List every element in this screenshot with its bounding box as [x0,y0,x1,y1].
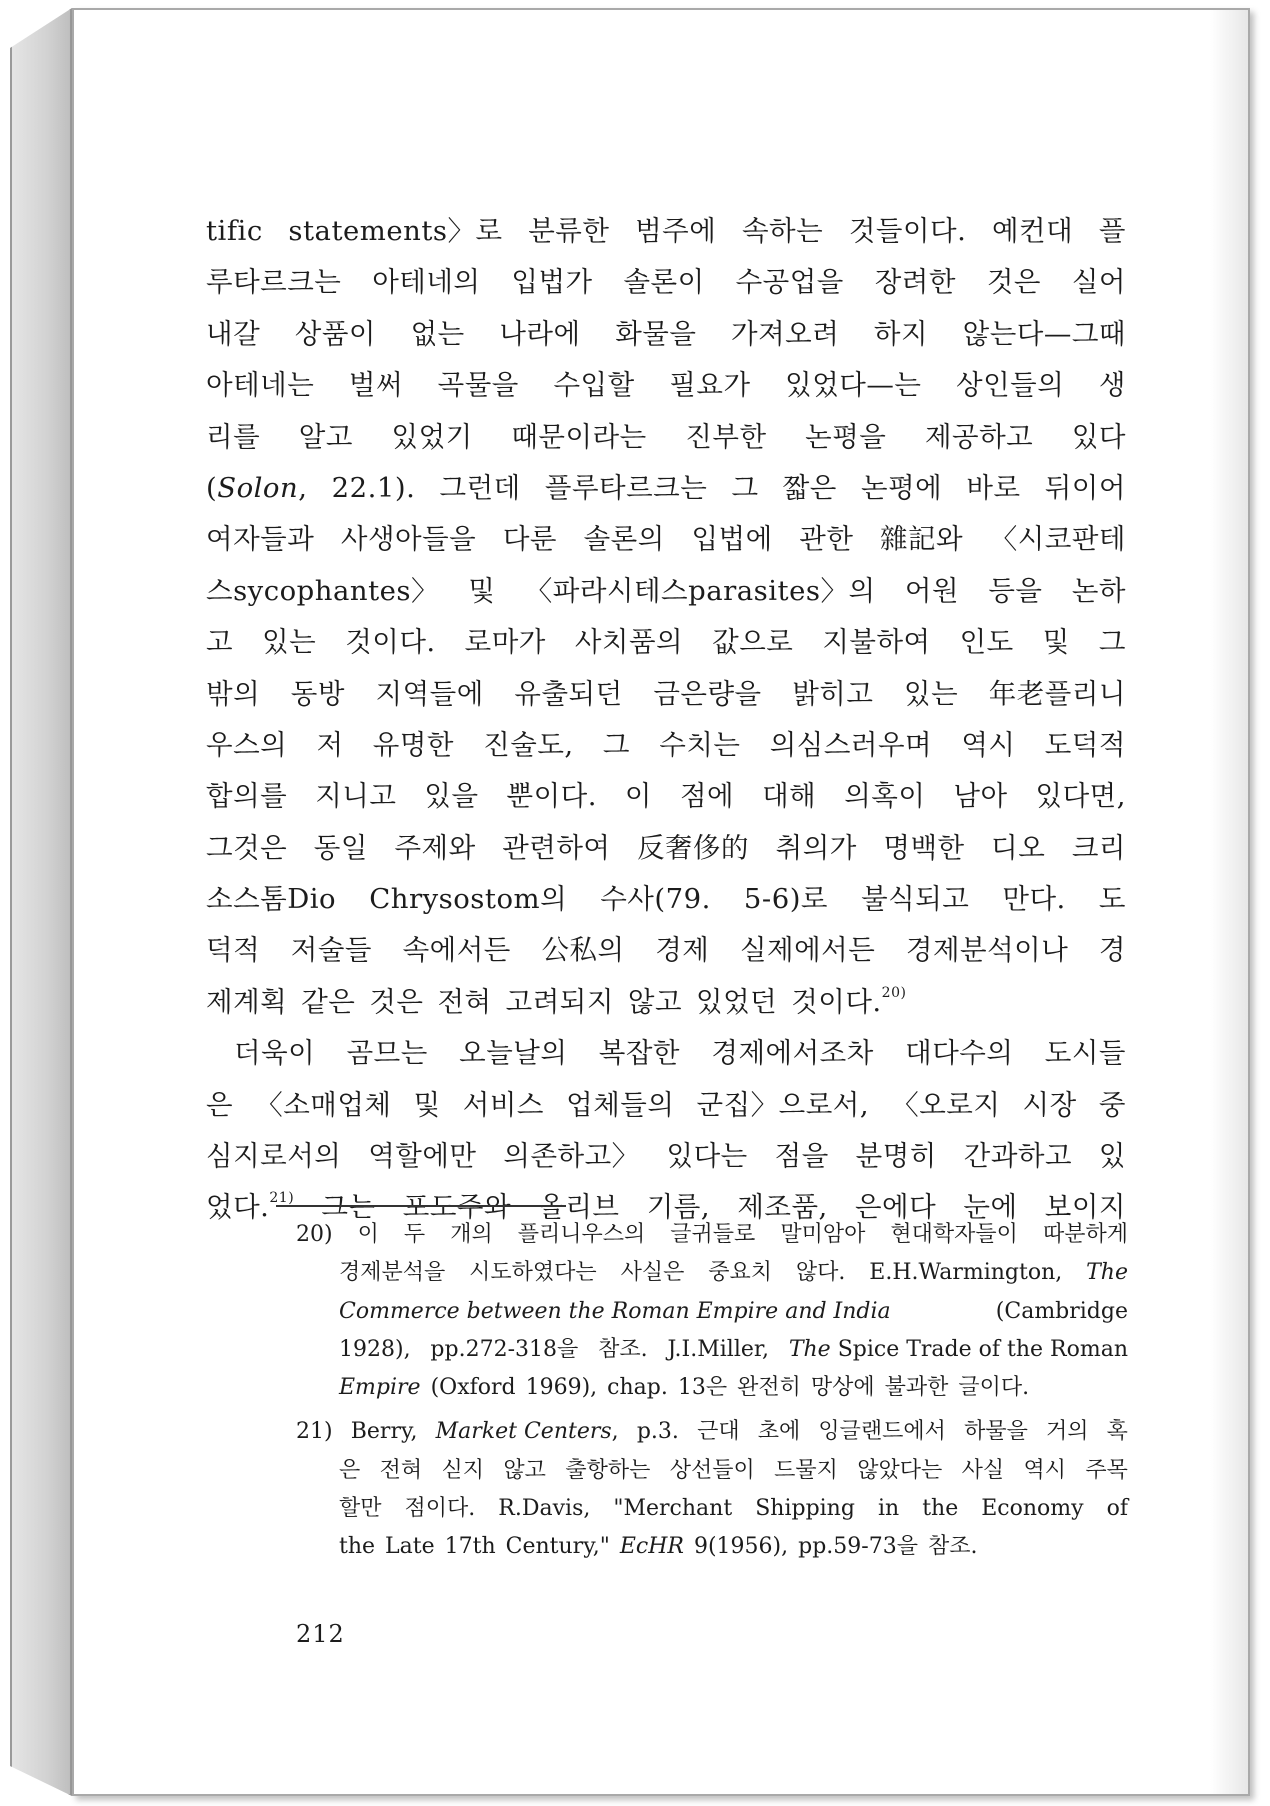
word: 20) [296,1222,333,1247]
word: 더욱이 [234,1037,316,1070]
word: 9(1956), [693,1534,789,1560]
word: 내갈 [206,317,261,350]
word: 아테네는 [206,369,315,402]
word: 있다는 [666,1140,748,1173]
word: 개의 [450,1222,493,1247]
word: 예컨대 [991,215,1074,247]
word: 관한 [799,523,854,556]
word: 지역들에 [375,677,484,710]
word: R.Davis, [498,1496,591,1522]
word: 었다.$^{21)}$ [206,1190,295,1224]
footnotes [296,1216,1128,1567]
word: 역시 [1023,1457,1067,1483]
word: 중 [1098,1088,1126,1121]
word: 싣지 [441,1457,485,1483]
word: 오늘날의 [459,1037,568,1070]
word: 의존하고〉 [503,1140,640,1173]
word: 있다 [1071,420,1126,453]
word: 고려되지 [505,985,614,1018]
word: 여자들과 [206,523,315,556]
word: 완전히 [737,1375,801,1401]
body-line [206,925,1126,976]
word: 사실 [961,1457,1005,1483]
word: 리를 [206,420,261,453]
word: the [922,1496,959,1522]
word: Market Centers, [435,1419,619,1445]
word: 벌써 [348,369,404,402]
word: 동일 [313,831,368,864]
word: 지불하여 [822,626,931,659]
word: 22.1). [331,471,416,504]
word: 때문이라는 [511,420,647,453]
word: 저 [316,728,344,761]
word: 루타르크는 [206,266,342,299]
word: 그런데 [439,471,521,504]
word: 사실은 [620,1260,685,1286]
word: 스sycophantes〉 [206,574,440,607]
word: 은 [206,1088,234,1121]
word: 의심스러우며 [769,728,933,761]
body-line [206,771,1126,822]
word: 아테네의 [372,266,481,299]
word: 소스톰Dio [206,883,337,916]
word: 경 [1098,934,1126,967]
word: 대다수의 [905,1037,1014,1070]
word: 포도주와 [402,1191,512,1224]
word: 글귀들로 [670,1222,756,1247]
word: 시장 [1022,1088,1077,1121]
word: 서비스 [462,1088,544,1121]
word: 그 [731,471,759,504]
word: 상선들이 [669,1457,755,1483]
word: 우스의 [206,728,288,761]
body-line [206,669,1126,720]
footnote-21-line [296,1452,1128,1490]
word: 하물을 [964,1419,1028,1445]
word: 1928), [339,1336,411,1362]
word: 할만 [339,1496,382,1522]
word: 경제분석이나 [905,934,1069,967]
word: 있었던 [696,985,778,1018]
word: 17th [444,1534,496,1560]
word: 제공하고 [924,420,1034,453]
word: 짧은 [782,471,837,504]
body-text [206,206,1126,1234]
word: 불과한 [884,1375,949,1401]
word: 수공업을 [735,266,844,299]
word: 보이지 [1044,1191,1126,1224]
word: 진부한 [685,420,767,453]
word: 논평을 [805,420,887,453]
word: 현대학자들이 [890,1222,1018,1247]
word: 은에다 [854,1191,937,1224]
word: 않고 [503,1457,546,1483]
word: 논하 [1071,574,1126,607]
word: 및 [1042,626,1070,659]
body-line [206,257,1126,308]
word: 21) [296,1419,333,1445]
word: 수치는 [659,728,741,761]
word: The [1086,1260,1128,1286]
word: 것은 [369,985,424,1018]
word: 디오 [991,831,1046,864]
footnote-21-line [296,1490,1128,1528]
word: 1969), [525,1375,598,1401]
word: 곡물을 [437,369,519,402]
word: J.I.Miller, [667,1336,769,1362]
page-edge-shadow [1210,10,1248,1794]
body-line [206,309,1126,360]
word: 않았다는 [857,1457,943,1483]
word: 있었기 [391,420,473,453]
word: 생 [1098,369,1126,402]
word: 않고 [627,985,683,1018]
word: 가져오려 [731,317,840,350]
word: 진술도, [483,728,574,761]
word: 도시들 [1044,1037,1126,1070]
word: 수입할 [553,369,635,402]
body-line [206,823,1126,874]
word: (Cambridge [995,1298,1128,1324]
word: 속하는 [741,215,824,247]
word: 유명한 [372,728,454,761]
word: 알고 [298,420,353,453]
word: 이 [357,1222,379,1247]
word: 없는 [410,317,465,350]
word: 실제에서든 [739,934,876,967]
word: 명백한 [883,831,965,864]
footnote-20-line [296,1293,1128,1331]
word: 주목 [1085,1457,1128,1483]
word: 눈에 [963,1191,1018,1224]
word: 있 [1098,1140,1126,1173]
word: 바로 [966,471,1021,504]
word: 〈소매업체 [255,1088,392,1121]
word: 입법가 [511,266,593,299]
word: 업체들의 [566,1088,675,1121]
word: 年老플리니 [988,677,1126,710]
word: 복잡한 [598,1037,680,1070]
word: 로마가 [464,626,546,659]
word: 거의 [1046,1419,1089,1445]
body-line [206,206,1126,257]
word: Commerce between the Roman Empire and India [339,1298,891,1324]
body-line [206,412,1126,463]
word: 참조. [927,1534,978,1560]
word: 관련하여 [502,831,611,864]
body-line [206,617,1126,668]
word: 지니고 [315,780,397,813]
word: 저술들 [290,934,372,967]
word: 입법에 [691,523,773,556]
word: 속에서든 [402,934,511,967]
word: 그는 [321,1191,376,1224]
word: 크리 [1071,831,1126,864]
word: (Solon, [206,471,308,504]
word: 상품이 [294,317,376,350]
word: Berry, [350,1419,418,1445]
word: 근대 [697,1419,740,1445]
word: 간과하고 [963,1140,1073,1173]
footnote-separator [276,1205,566,1207]
word: 있을 [424,780,479,813]
word: 나라에 [499,317,581,350]
word: pp.59-73을 [798,1534,918,1560]
word: 망상에 [810,1375,875,1401]
word: chap. [607,1375,668,1401]
word: 도덕적 [1044,728,1126,761]
word: 公私의 [541,934,625,967]
word: 전혀 [379,1457,423,1483]
word: 것들이다. [848,215,967,247]
body-line [206,1080,1126,1131]
word: 雜記와 [880,523,964,556]
word: Century," [505,1534,610,1560]
page-number: 212 [296,1620,345,1648]
word: 전혀 [437,985,492,1018]
word: 13은 [677,1375,728,1401]
word: p.3. [636,1419,679,1445]
word: Late [385,1534,435,1560]
word: 경제분석을 [339,1260,446,1286]
footnote-20-line [296,1254,1128,1292]
footnote-20-line [296,1369,1128,1407]
footnote-ref-21: 21) [269,1190,295,1207]
word: 않는다—그때 [962,317,1126,350]
word: 있는 [904,677,959,710]
word: 이 [624,780,652,813]
word: 의혹이 [844,780,926,813]
word: 그 [602,728,630,761]
word: 화물을 [615,317,697,350]
word: 중요치 [708,1260,772,1286]
word: 시도하였다는 [469,1260,597,1286]
footnote-21-line [296,1413,1128,1451]
word: 점에 [679,780,735,813]
word: 같은 [301,985,356,1018]
footnote-20-line [296,1216,1128,1254]
word: 도 [1098,883,1126,916]
word: 反奢侈的 [637,831,750,864]
word: 불식되고 [861,883,970,916]
word: 밖의 [206,677,261,710]
word: 점을 [774,1140,829,1173]
word: 동방 [290,677,345,710]
word: E.H.Warmington, [869,1260,1063,1286]
word: 뒤이어 [1044,471,1126,504]
word: 〈파라시테스parasites〉의 [524,574,876,607]
word: 실어 [1071,266,1126,299]
body-line [206,874,1126,925]
word: 은 [339,1457,361,1483]
word: 분류한 [528,215,610,247]
word: 것이다.$^{20)}$ [791,984,907,1018]
footnote-20-line [296,1331,1128,1369]
word: 있다면, [1035,780,1126,813]
word: 하지 [873,317,929,350]
footnote-21-line [296,1528,1128,1566]
word: 말미암아 [780,1222,866,1247]
word: 〈시코판테 [989,523,1126,556]
word: 플 [1098,215,1126,247]
body-line [206,1028,1126,1079]
word: 혹 [1106,1419,1128,1445]
word: 솔론의 [583,523,665,556]
word: 것은 [986,266,1041,299]
word: Chrysostom의 [369,883,568,916]
word: 곰므는 [346,1037,428,1070]
word: 그 [1098,626,1126,659]
word: 출항하는 [565,1457,651,1483]
word: 분명히 [855,1140,937,1173]
footnote-ref-20: 20) [881,984,907,1001]
word: 값으로 [712,626,794,659]
word: 경제 [655,934,710,967]
word: 합의를 [206,780,288,813]
word: 고 [206,626,234,659]
word: 제조품, [737,1191,828,1224]
word: 있었다—는 [785,369,922,402]
word: 점이다. [404,1496,476,1522]
word: Shipping [755,1496,855,1522]
word: 〈오로지 [891,1088,1001,1121]
word: "Merchant [613,1496,733,1522]
word: 장려한 [874,266,956,299]
word: 제계획 [206,985,288,1018]
body-line [206,566,1126,617]
word: 따분하게 [1042,1222,1128,1247]
word: Empire [339,1375,421,1401]
word: 글이다. [958,1375,1030,1401]
word: 기름, [646,1191,711,1224]
word: 필요가 [669,369,751,402]
word: 잉글랜드에서 [818,1419,946,1445]
word: 심지로서의 [206,1140,342,1173]
body-line [206,977,1126,1028]
word: The Spice Trade of the Roman [788,1336,1128,1362]
word: 솔론이 [623,266,705,299]
word: 역할에만 [368,1140,477,1173]
word: 참조. [598,1336,648,1362]
word: 취의가 [775,831,857,864]
body-line [206,1131,1126,1182]
body-line [206,720,1126,771]
word: 있는 [262,626,317,659]
word: 덕적 [206,934,261,967]
word: 것이다. [345,626,436,659]
word: (Oxford [430,1375,516,1401]
word: 그것은 [206,831,288,864]
word: 사치품의 [574,626,684,659]
word: 주제와 [394,831,476,864]
word: 금은량을 [653,677,762,710]
word: 플리니우스의 [517,1222,646,1247]
word: 역시 [961,728,1016,761]
word: tific [206,215,263,247]
word: 상인들의 [956,369,1065,402]
word: 및 [413,1088,441,1121]
word: 두 [403,1222,426,1247]
body-line [206,514,1126,565]
word: 군집〉으로서, [696,1088,870,1121]
word: 다룬 [502,523,557,556]
word: Economy [981,1496,1084,1522]
word: of [1106,1496,1128,1522]
word: 만다. [1002,883,1066,916]
word: 수사(79. [600,883,711,916]
word: 올리브 [538,1191,620,1224]
word: 5-6)로 [743,883,828,916]
word: 플루타르크는 [544,471,708,504]
book-spine-edge [10,8,72,1796]
word: pp.272-318을 [430,1336,579,1362]
word: 밝히고 [792,677,874,710]
word: 인도 [959,626,1014,659]
word: 남아 [953,780,1008,813]
body-line [206,463,1126,514]
body-line [206,360,1126,411]
word: 초에 [757,1419,801,1445]
word: 대해 [762,780,817,813]
word: statements〉로 [288,215,503,247]
word: 유출되던 [514,677,623,710]
word: 사생아들을 [340,523,477,556]
word: 뿐이다. [506,780,597,813]
word: in [877,1496,900,1522]
word: 및 [468,574,496,607]
word: 등을 [988,574,1043,607]
word: 범주에 [635,215,717,247]
word: 어원 [904,574,960,607]
word: 경제에서조차 [711,1037,874,1070]
word: 논평에 [861,471,943,504]
word: the [339,1534,376,1560]
word: EcHR [619,1534,684,1560]
word: 않다. [795,1260,846,1286]
word: 드물지 [774,1457,838,1483]
